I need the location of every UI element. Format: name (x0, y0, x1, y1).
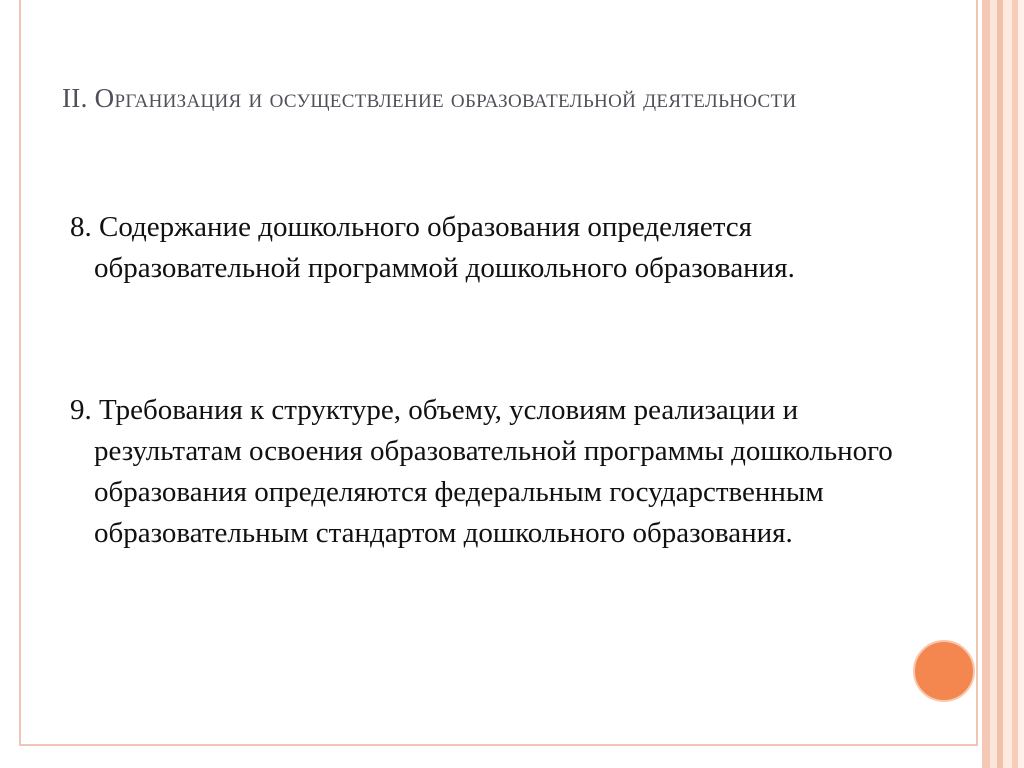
paragraph-8: 8. Содержание дошкольного образования определяется образовательной программой дошкольного образования. (70, 211, 795, 284)
orange-circle-icon (913, 640, 975, 702)
decorative-stripe (990, 0, 997, 768)
decorative-stripe (1018, 0, 1024, 768)
paragraph-9: 9. Требования к структуре, объему, условиям реализации и результатам освоения образовательной программы дошкольного образования определяются федеральным государственным образовательным стандартом дошкольного образования. (70, 394, 893, 549)
decorative-stripe (1003, 0, 1012, 768)
slide-title: II. Организация и осуществление образовательной деятельности (62, 83, 797, 113)
decorative-stripe (982, 0, 990, 768)
